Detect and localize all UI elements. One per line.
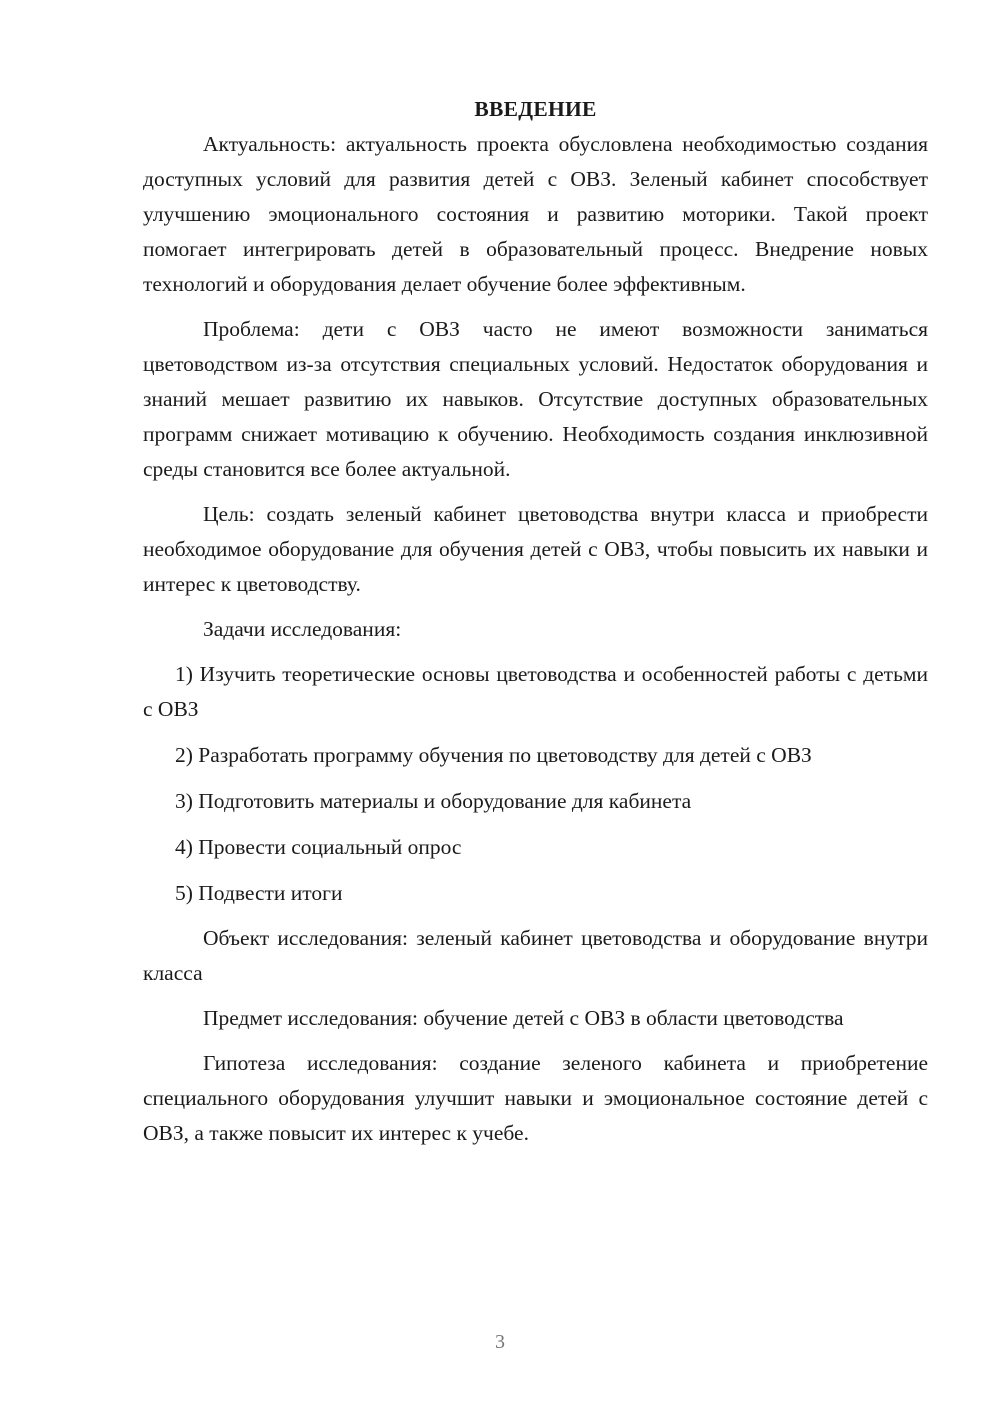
- paragraph-tasks-heading: Задачи исследования:: [203, 617, 402, 641]
- paragraph-goal: Цель: создать зеленый кабинет цветоводства внутри класса и приобрести необходимое оборудование для обучения детей с ОВЗ, чтобы повысить их навыки и интерес к цветоводству.: [143, 502, 928, 596]
- document-page: [143, 92, 928, 1151]
- task-item-2: 2) Разработать программу обучения по цветоводству для детей с ОВЗ: [175, 743, 812, 767]
- task-item-5: 5) Подвести итоги: [175, 881, 343, 905]
- page-number: 3: [495, 1331, 505, 1353]
- paragraph-problem: Проблема: дети с ОВЗ часто не имеют возможности заниматься цветоводством из-за отсутствия специальных условий. Недостаток оборудования и знаний мешает развитию их навыков. Отсутствие доступных образовательных программ снижает мотивацию к обучению. Необходимость создания инклюзивной среды становится все более актуальной.: [143, 317, 928, 481]
- task-item-1: 1) Изучить теоретические основы цветоводства и особенностей работы с детьми с ОВЗ: [143, 662, 928, 721]
- paragraph-hypothesis: Гипотеза исследования: создание зеленого кабинета и приобретение специального оборудования улучшит навыки и эмоциональное состояние детей с ОВЗ, а также повысит их интерес к учебе.: [143, 1051, 928, 1145]
- section-title: ВВЕДЕНИЕ: [474, 97, 597, 121]
- paragraph-relevance: Актуальность: актуальность проекта обусловлена необходимостью создания доступных условий для развития детей с ОВЗ. Зеленый кабинет способствует улучшению эмоционального состояния и развитию моторики. Такой проект помогает интегрировать детей в образовательный процесс. Внедрение новых технологий и оборудования делает обучение более эффективным.: [143, 132, 928, 296]
- paragraph-object: Объект исследования: зеленый кабинет цветоводства и оборудование внутри класса: [143, 926, 928, 985]
- task-item-4: 4) Провести социальный опрос: [175, 835, 462, 859]
- task-item-3: 3) Подготовить материалы и оборудование для кабинета: [175, 789, 692, 813]
- paragraph-subject: Предмет исследования: обучение детей с ОВЗ в области цветоводства: [203, 1006, 844, 1030]
